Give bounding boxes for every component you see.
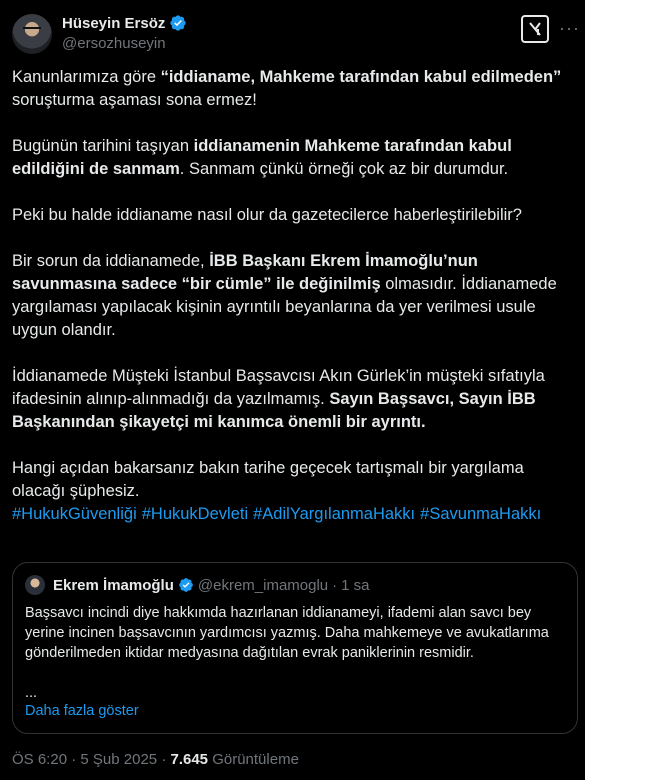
tweet-paragraph: Peki bu halde iddianame nasıl olur da gazetecilerce haberleştirilebilir? — [12, 206, 522, 224]
hashtag-list — [12, 503, 578, 526]
quoted-tweet-time: 1 sa — [341, 576, 370, 594]
tweet-paragraph: Hangi açıdan bakarsanız bakın tarihe geçecek tartışmalı bir yargılama olacağı şüphesiz. — [12, 459, 524, 500]
author-name-row — [62, 14, 187, 32]
author-name[interactable]: Hüseyin Ersöz — [62, 14, 166, 32]
tweet-paragraph: Kanunlarımıza göre “iddianame, Mahkeme tarafından kabul edilmeden” soruşturma aşaması sona ermez! — [12, 68, 562, 109]
tweet-paragraph: Bir sorun da iddianamede, İBB Başkanı Ekrem İmamoğlu’nun savunmasına sadece “bir cümle” ile değinilmiş olmasıdır. İddianamede yargılaması yapılacak kişinin ayrıntılı beyanlarına da yer verilmesi usule uygun olandır. — [12, 252, 557, 339]
separator-dot: · — [332, 576, 338, 594]
quoted-author-name: Ekrem İmamoğlu — [53, 576, 174, 594]
tweet-metadata — [12, 751, 299, 768]
author-avatar[interactable] — [12, 14, 52, 54]
hashtag-link[interactable]: #HukukDevleti — [141, 505, 249, 523]
quoted-tweet[interactable] — [12, 562, 578, 734]
quoted-author-handle: @ekrem_imamoglu — [197, 576, 329, 594]
hashtag-link[interactable]: #HukukGüvenliği — [12, 505, 137, 523]
author-handle[interactable]: @ersozhuseyin — [62, 35, 166, 52]
more-icon: ··· — [559, 18, 580, 38]
verified-badge-icon — [169, 14, 187, 32]
quoted-tweet-ellipsis: ... — [25, 685, 38, 701]
tweet-text — [12, 66, 578, 549]
hashtag-link[interactable]: #AdilYargılanmaHakkı — [253, 505, 416, 523]
view-count-label: Görüntüleme — [212, 751, 299, 768]
grok-icon — [527, 21, 543, 37]
hashtag-link[interactable]: #SavunmaHakkı — [420, 505, 542, 523]
more-options-button[interactable] — [559, 18, 580, 39]
verified-badge-icon — [178, 577, 194, 593]
grok-button[interactable] — [521, 15, 549, 43]
tweet-date[interactable]: 5 Şub 2025 — [80, 751, 158, 768]
separator-dot: · — [71, 751, 77, 768]
view-count: 7.645 — [170, 751, 209, 768]
tweet-time[interactable]: ÖS 6:20 — [12, 751, 68, 768]
quoted-author-avatar — [25, 575, 45, 595]
separator-dot: · — [161, 751, 167, 768]
tweet-paragraph: İddianamede Müşteki İstanbul Başsavcısı Akın Gürlek’in müşteki sıfatıyla ifadesinin alınıp-alınmadığı da yazılmamış. Sayın Başsavcı, Sayın İBB Başkanından şikayetçi mi kanımca önemli bir ayrıntı. — [12, 367, 545, 431]
show-more-link[interactable]: Daha fazla göster — [25, 703, 139, 719]
tweet-header — [12, 12, 578, 56]
quoted-tweet-header — [25, 575, 370, 595]
quoted-tweet-text: Başsavcı incindi diye hakkımda hazırlanan iddianameyi, ifademi alan savcı bey yerine incinen başsavcının yardımcısı yazmış. Daha mahkemeye ve avukatlarıma gönderilmeden iktidar medyasına dağıtılan evrak paniklerinin resmidir. — [25, 605, 549, 661]
tweet-paragraph: Bugünün tarihini taşıyan iddianamenin Mahkeme tarafından kabul edildiğini de sanmam. Sanmam çünkü örneği çok az bir durumdur. — [12, 137, 512, 178]
